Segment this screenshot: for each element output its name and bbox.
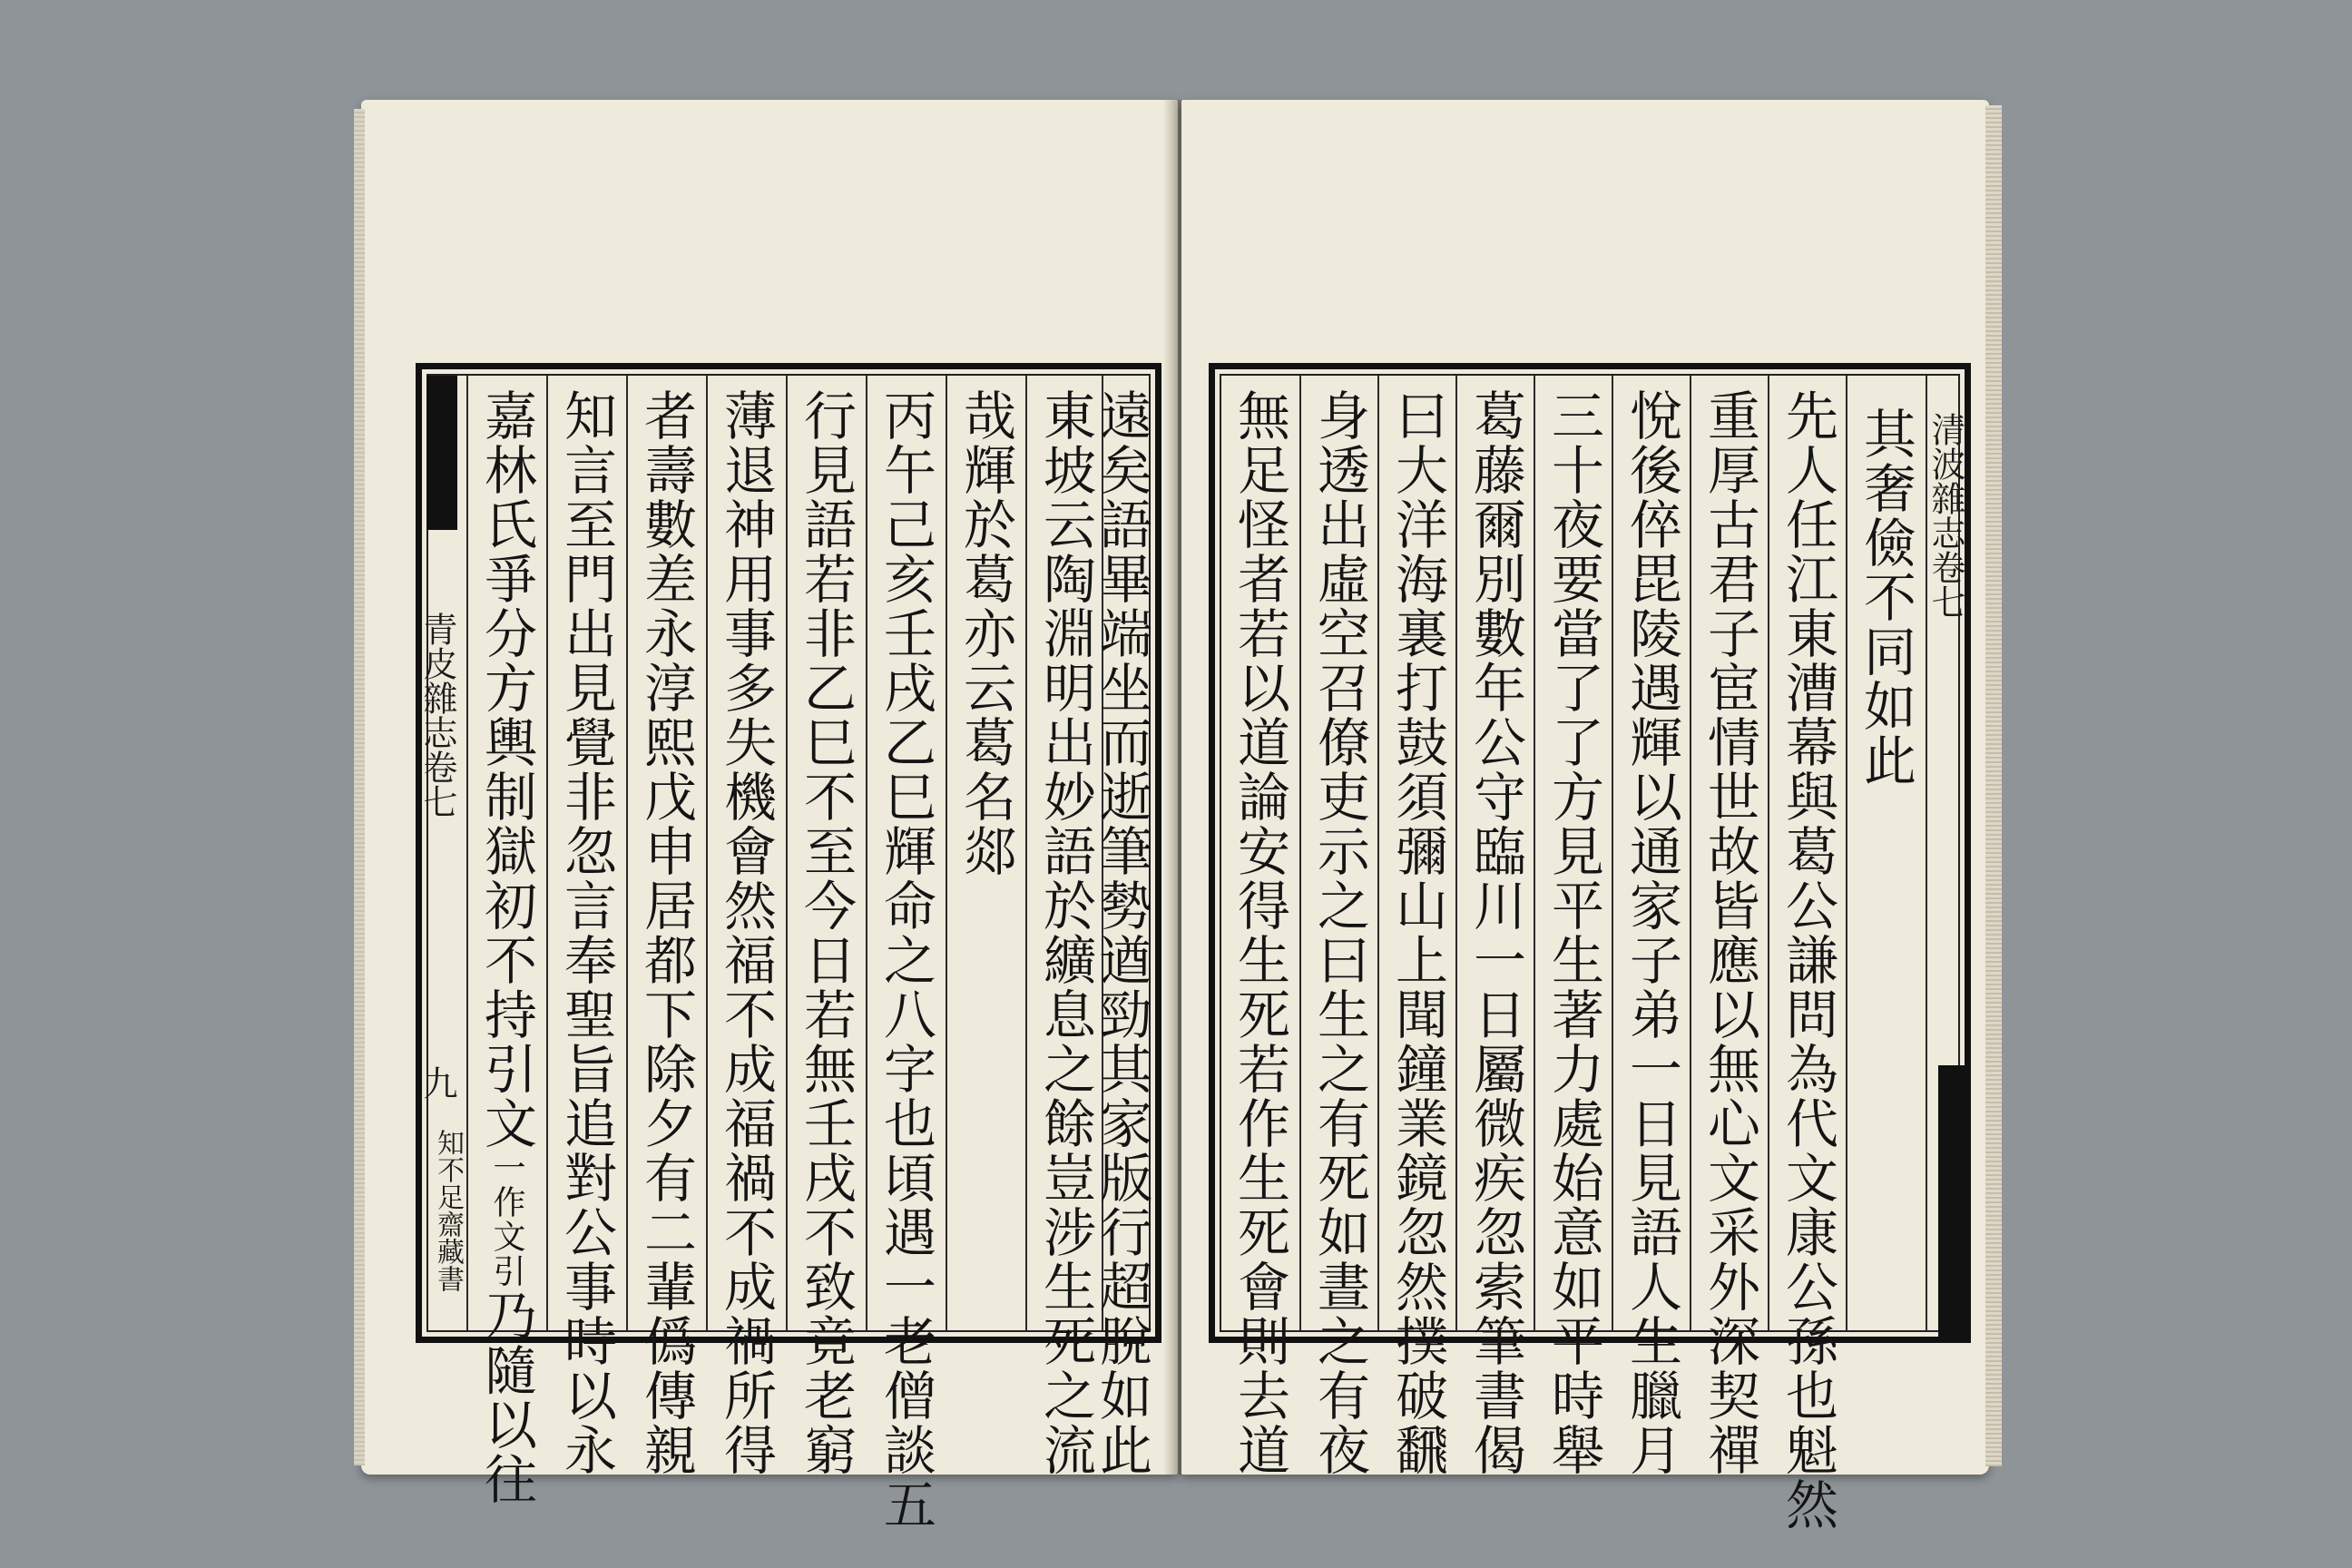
text-column-8: 身透出虛空召僚吏示之曰生之有死如晝之有夜 bbox=[1308, 388, 1370, 1477]
left-text-frame bbox=[416, 363, 1161, 1532]
text-column-6: 薄退神用事多失機會然福不成福禍不成禍所得 bbox=[715, 388, 777, 1477]
banxin-page-number: 九 bbox=[417, 1065, 457, 1100]
right-text-frame bbox=[1209, 363, 1971, 1532]
text-column-8: 知言至門出見覺非忽言奉聖旨追對公事時以永 bbox=[555, 388, 617, 1477]
text-column-2: 東坡云陶淵明出妙語於纊息之餘豈涉生死之流 bbox=[1034, 388, 1096, 1477]
banxin-title: 青皮雜志卷七 bbox=[417, 612, 457, 818]
banxin-title: 清波雜志卷七 bbox=[1926, 412, 1965, 619]
text-column-1: 遠矣語畢端坐而逝筆勢遒勁其家版行超脫如此 bbox=[1091, 388, 1152, 1477]
text-column-4: 丙午己亥壬戌乙巳輝命之八字也頃遇一老僧談五 bbox=[875, 388, 936, 1532]
fishtail-block-bottom bbox=[1938, 1065, 1969, 1338]
interlinear-note: 一作文引 bbox=[488, 1151, 525, 1289]
text-column-5: 行見語若非乙巳不至今日若無壬戌不致竟老窮 bbox=[795, 388, 857, 1477]
text-column-2: 先人任江東漕幕與葛公謙問為代文康公孫也魁然 bbox=[1777, 388, 1838, 1532]
text-column-7: 曰大洋海裏打鼓須彌山上聞鐘業鏡忽然撲破飜 bbox=[1387, 388, 1448, 1477]
text-column-3: 重厚古君子宦情世故皆應以無心文采外深契禪 bbox=[1699, 388, 1760, 1477]
text-column-1: 其奢儉不同如此 bbox=[1855, 407, 1916, 788]
text-column-9: 無足怪者若以道論安得生死若作生死會則去道 bbox=[1229, 388, 1290, 1477]
open-book bbox=[354, 100, 1996, 1532]
text-column-7: 者壽數差永淳熙戊申居都下除夕有二輩僞傳親 bbox=[635, 388, 697, 1477]
left-page bbox=[361, 100, 1178, 1532]
right-page bbox=[1181, 100, 1989, 1532]
fishtail-block-top bbox=[426, 376, 457, 530]
text-column-9: 嘉林氏爭分方輿制獄初不持引文一作文引乃隨以往 bbox=[475, 388, 537, 1506]
text-column-3: 哉輝於葛亦云葛名郯 bbox=[955, 388, 1016, 878]
text-column-4: 悅後倅毘陵遇輝以通家子弟一日見語人生臘月 bbox=[1621, 388, 1682, 1477]
text-column-5: 三十夜要當了了方見平生著力處始意如平時舉 bbox=[1543, 388, 1604, 1477]
banxin-publisher: 知不足齋藏書 bbox=[432, 1129, 464, 1292]
text-column-6: 葛藤爾別數年公守臨川一日屬微疾忽索筆書偈 bbox=[1465, 388, 1526, 1477]
